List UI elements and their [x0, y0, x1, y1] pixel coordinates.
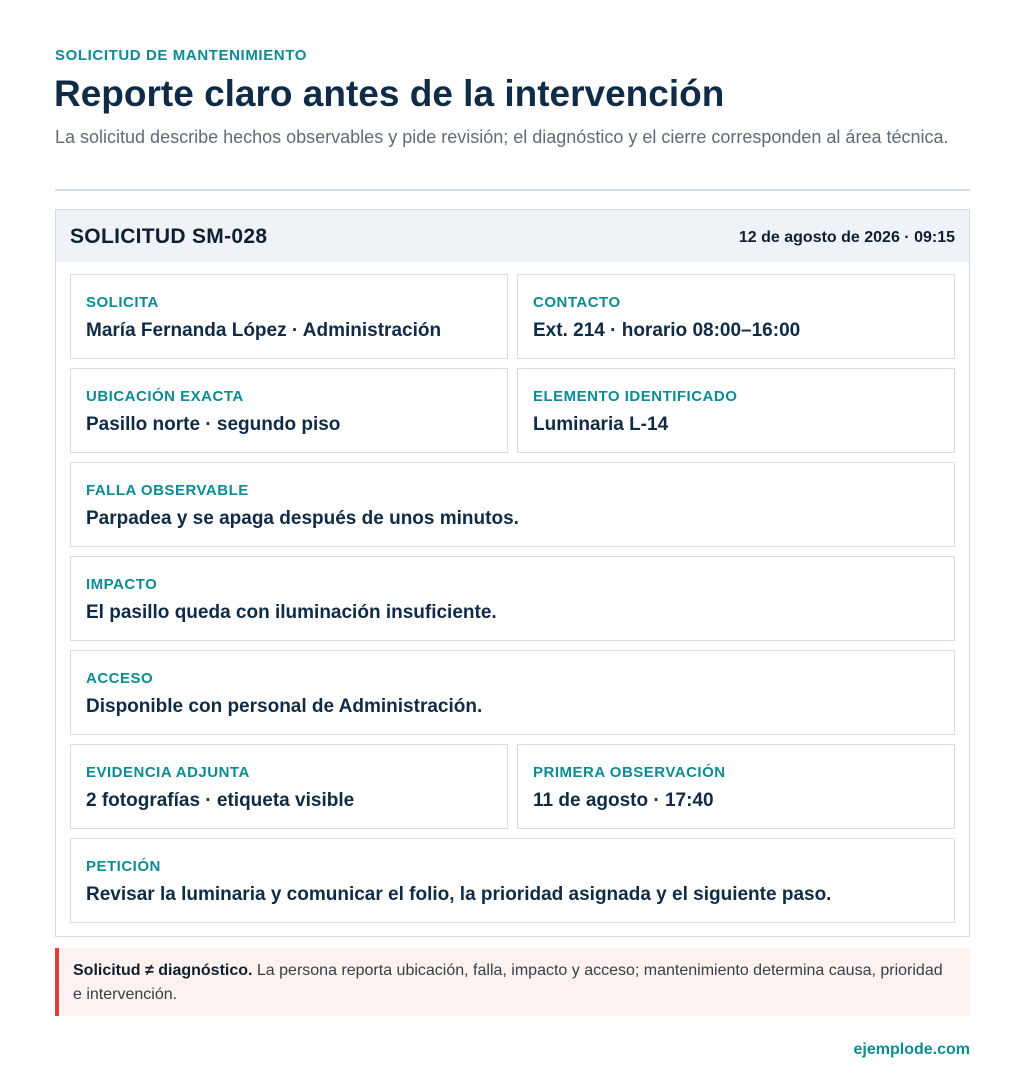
field-value: Revisar la luminaria y comunicar el folio, la prioridad asignada y el siguiente paso.	[86, 884, 832, 905]
field-value: Luminaria L-14	[533, 414, 669, 435]
field-evidencia	[70, 744, 508, 829]
field-primera-observacion	[517, 744, 955, 829]
field-label: PETICIÓN	[86, 858, 161, 875]
field-label: CONTACTO	[533, 294, 621, 311]
field-label: FALLA OBSERVABLE	[86, 482, 249, 499]
field-value: Ext. 214 · horario 08:00–16:00	[533, 320, 801, 341]
field-label: ELEMENTO IDENTIFICADO	[533, 388, 738, 405]
field-acceso	[70, 650, 955, 735]
field-peticion	[70, 838, 955, 923]
field-value: 11 de agosto · 17:40	[533, 790, 714, 811]
request-id: SOLICITUD SM-028	[70, 225, 268, 248]
request-card-header	[56, 210, 969, 262]
field-contacto	[517, 274, 955, 359]
callout-bold: Solicitud ≠ diagnóstico.	[73, 962, 253, 979]
field-value: El pasillo queda con iluminación insuficiente.	[86, 602, 497, 623]
field-ubicacion	[70, 368, 508, 453]
callout-text	[73, 959, 953, 1007]
header-divider	[55, 189, 970, 191]
field-value: María Fernanda López · Administración	[86, 320, 442, 341]
request-datetime: 12 de agosto de 2026 · 09:15	[738, 229, 955, 246]
field-value: Disponible con personal de Administración.	[86, 696, 483, 717]
request-card	[55, 209, 970, 937]
field-label: ACCESO	[86, 670, 154, 687]
field-value: 2 fotografías · etiqueta visible	[86, 790, 355, 811]
field-label: SOLICITA	[86, 294, 159, 311]
field-value: Parpadea y se apaga después de unos minutos.	[86, 508, 519, 529]
page-eyebrow: SOLICITUD DE MANTENIMIENTO	[55, 47, 307, 64]
field-elemento	[517, 368, 955, 453]
callout-note	[55, 948, 970, 1016]
field-solicita	[70, 274, 508, 359]
brand-footer: ejemplode.com	[853, 1041, 970, 1058]
field-label: UBICACIÓN EXACTA	[86, 388, 244, 405]
page-subtitle: La solicitud describe hechos observables y pide revisión; el diagnóstico y el cierre corresponden al área técnica.	[55, 127, 949, 147]
field-label: EVIDENCIA ADJUNTA	[86, 764, 250, 781]
field-falla	[70, 462, 955, 547]
field-label: PRIMERA OBSERVACIÓN	[533, 764, 726, 781]
field-impacto	[70, 556, 955, 641]
page-title: Reporte claro antes de la intervención	[54, 73, 725, 114]
field-value: Pasillo norte · segundo piso	[86, 414, 341, 435]
callout-body: La persona reporta ubicación, falla, impacto y acceso; mantenimiento determina causa, prioridad e intervención.	[73, 962, 943, 1003]
field-label: IMPACTO	[86, 576, 158, 593]
